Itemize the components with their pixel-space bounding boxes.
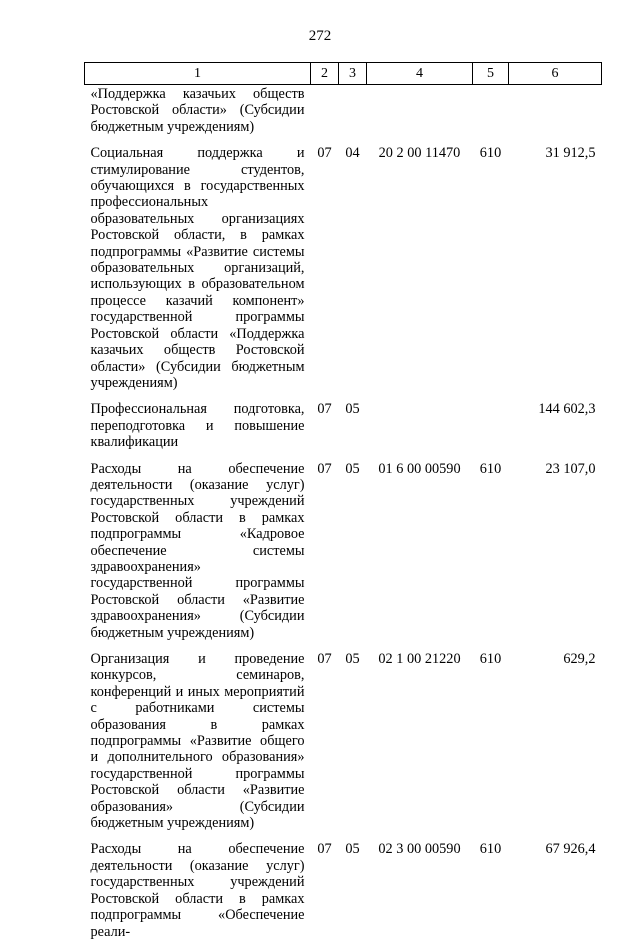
row-target-code: 01 6 00 00590: [378, 460, 461, 477]
row-description: Расходы на обеспечение деятельности (оказание услуг) государственных учреждений Ростовской области в рамках подпрограммы «Обеспечение реали-: [90, 841, 305, 940]
row-target-code: 20 2 00 11470: [378, 145, 461, 162]
table-row: [85, 141, 602, 397]
row-amount: 629,2: [563, 651, 596, 667]
row-section: 07: [317, 401, 332, 418]
row-section: 07: [317, 841, 332, 858]
row-target-code: 02 3 00 00590: [378, 841, 461, 858]
header-col-4: 4: [367, 63, 473, 85]
budget-table: [84, 62, 602, 946]
header-col-6: 6: [509, 63, 602, 85]
row-section: 07: [317, 460, 332, 477]
row-subsection: 05: [345, 401, 360, 418]
header-col-3: 3: [339, 63, 367, 85]
table-row: [85, 647, 602, 837]
row-subsection: 05: [345, 460, 360, 477]
row-target-code: [367, 397, 473, 456]
row-expense-type: 610: [479, 651, 502, 667]
row-subsection: 05: [345, 651, 360, 667]
row-amount: 31 912,5: [545, 145, 596, 162]
table-row: [85, 837, 602, 945]
row-expense-type: [473, 85, 509, 142]
row-description: Социальная поддержка и стимулирование студентов, обучающихся в государственных профессиональных образовательных организациях Ростовской области, в рамках подпрограммы «Развитие системы образовательных организаций, использующих в образовательном процессе казачий компонент» государственной программы Ростовской области «Поддержка казачьих обществ Ростовской области» (Субсидии бюджетным учреждениям): [90, 145, 305, 391]
row-target-code: [367, 85, 473, 142]
table-row: [85, 397, 602, 456]
header-col-1: 1: [85, 63, 311, 85]
row-expense-type: 610: [479, 460, 502, 477]
row-section: [311, 85, 339, 142]
row-expense-type: 610: [479, 145, 502, 162]
row-subsection: 04: [345, 145, 360, 162]
row-description: Организация и проведение конкурсов, семинаров, конференций и иных мероприятий с работниками системы образования в рамках подпрограммы «Развитие общего и дополнительного образования» государственной программы Ростовской области «Развитие образования» (Субсидии бюджетным учреждениям): [90, 651, 305, 832]
row-amount: 144 602,3: [538, 401, 596, 418]
row-subsection: [339, 85, 367, 142]
row-description: Профессиональная подготовка, переподготовка и повышение квалификации: [90, 401, 305, 451]
row-amount: 67 926,4: [545, 841, 596, 858]
table-header-row: [85, 63, 602, 85]
row-amount: 23 107,0: [545, 460, 596, 477]
row-section: 07: [317, 651, 332, 667]
page-number: 272: [308, 28, 332, 44]
row-expense-type: 610: [479, 841, 502, 858]
table-row: [85, 85, 602, 142]
row-section: 07: [317, 145, 332, 162]
row-amount: [509, 85, 602, 142]
row-description: Расходы на обеспечение деятельности (оказание услуг) государственных учреждений Ростовской области в рамках подпрограммы «Кадровое обеспечение системы здравоохранения» государственной программы Ростовской области «Развитие здравоохранения» (Субсидии бюджетным учреждениям): [90, 460, 305, 641]
table-row: [85, 457, 602, 647]
header-col-5: 5: [473, 63, 509, 85]
row-description: «Поддержка казачьих обществ Ростовской области» (Субсидии бюджетным учреждениям): [90, 86, 305, 135]
row-target-code: 02 1 00 21220: [378, 651, 461, 667]
row-expense-type: [473, 397, 509, 456]
row-subsection: 05: [345, 841, 360, 858]
header-col-2: 2: [311, 63, 339, 85]
